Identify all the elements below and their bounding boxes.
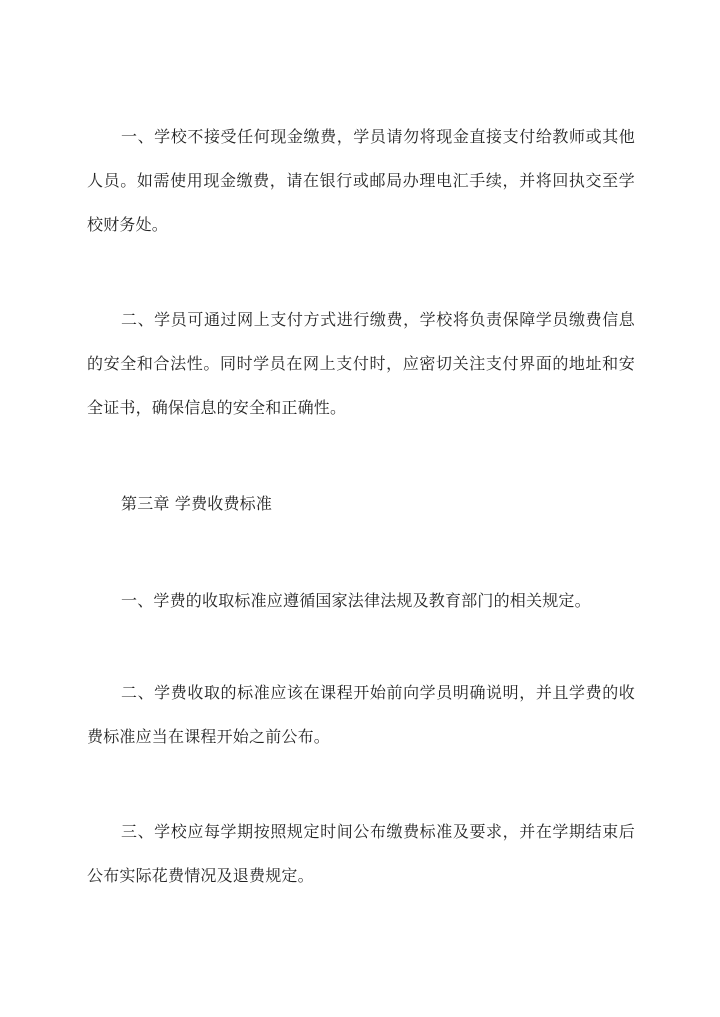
chapter-heading: 第三章 学费收费标准	[121, 494, 273, 513]
paragraph-cash-payment-rule: 一、学校不接受任何现金缴费，学员请勿将现金直接支付给教师或其他人员。如需使用现金缴费，请在银行或邮局办理电汇手续，并将回执交至学校财务处。	[87, 127, 635, 234]
paragraph-semester-fee-publication: 三、学校应每学期按照规定时间公布缴费标准及要求，并在学期结束后公布实际花费情况及退费规定。	[87, 822, 635, 885]
paragraph-fee-standard-announcement: 二、学费收取的标准应该在课程开始前向学员明确说明，并且学费的收费标准应当在课程开始之前公布。	[87, 683, 635, 746]
paragraph-online-payment-rule: 二、学员可通过网上支付方式进行缴费，学校将负责保障学员缴费信息的安全和合法性。同时学员在网上支付时，应密切关注支付界面的地址和安全证书，确保信息的安全和正确性。	[87, 310, 635, 417]
paragraph-fee-standard-law: 一、学费的收取标准应遵循国家法律法规及教育部门的相关规定。	[121, 591, 591, 610]
